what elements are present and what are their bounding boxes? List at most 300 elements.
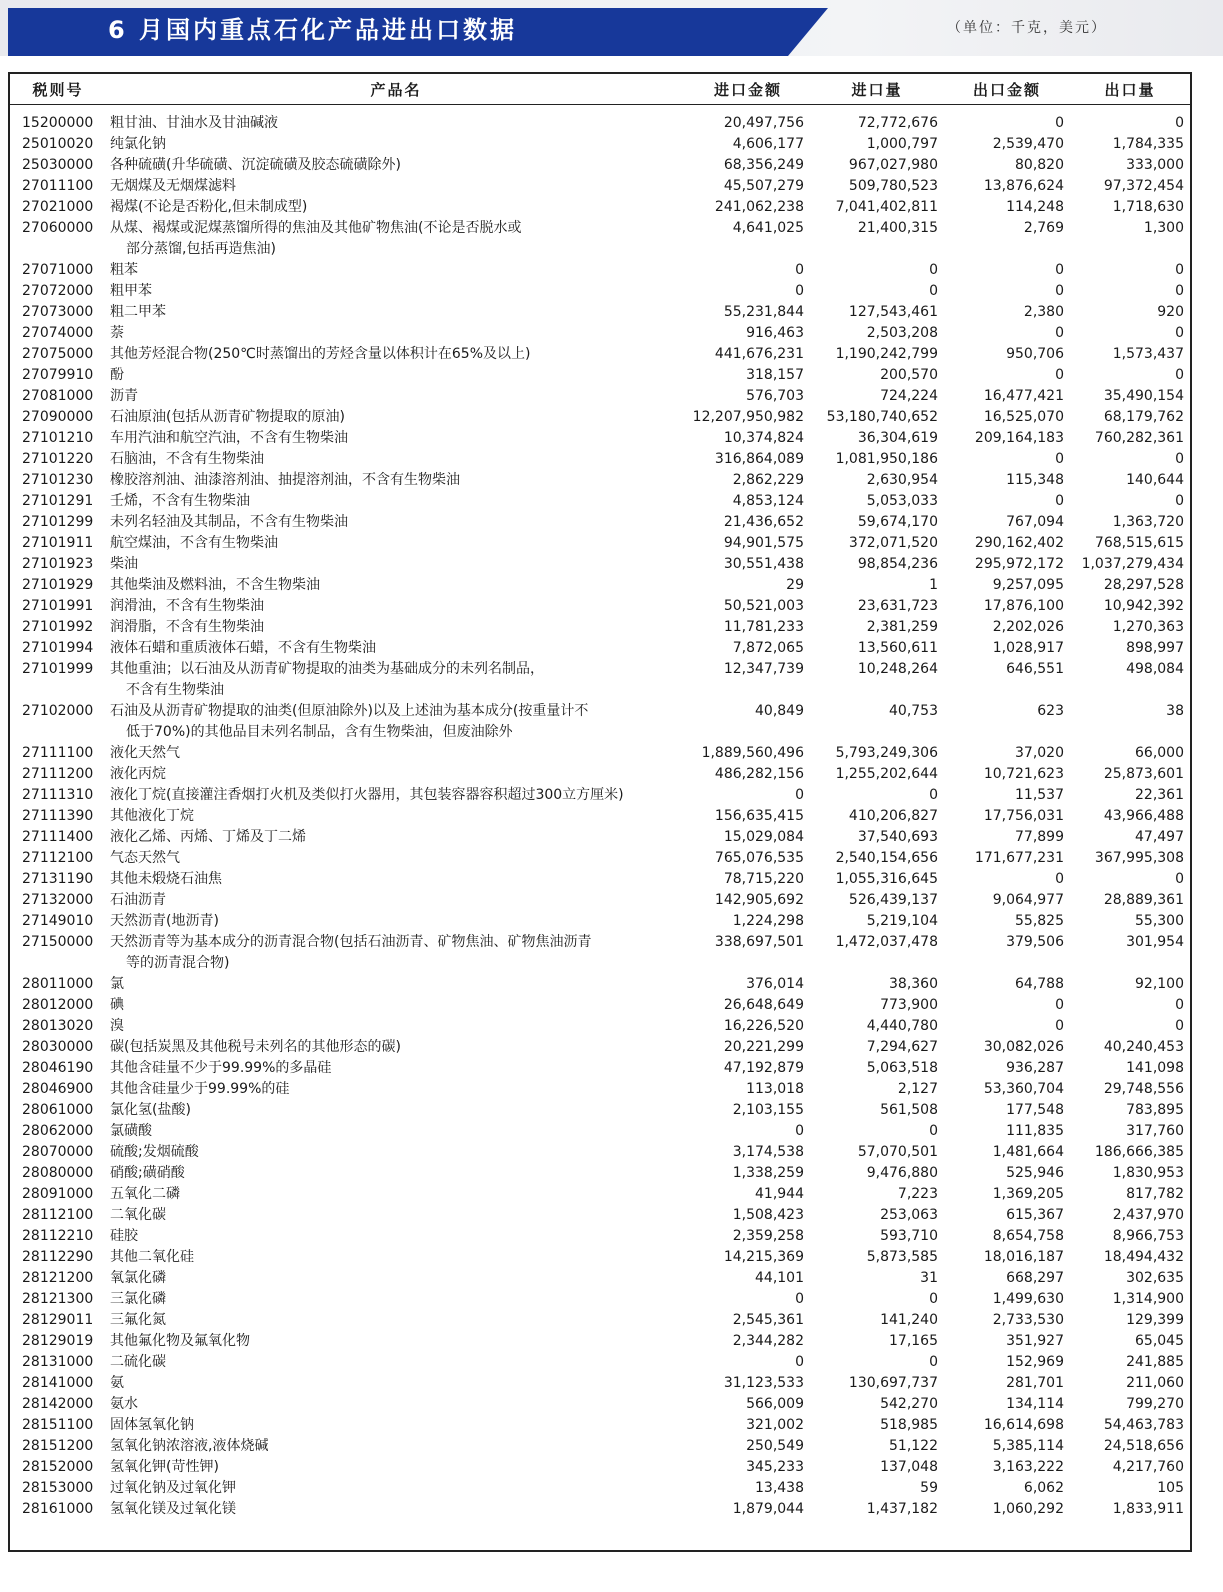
import-amount: 2,344,282 — [732, 1333, 804, 1349]
product-name-line: 萘 — [110, 325, 124, 341]
export-quantity: 1,833,911 — [1112, 1501, 1184, 1517]
import-quantity: 1,190,242,799 — [835, 346, 938, 362]
import-amount: 2,545,361 — [732, 1312, 804, 1328]
table-row — [10, 932, 1190, 974]
import-quantity: 526,439,137 — [848, 892, 938, 908]
export-amount: 11,537 — [1015, 787, 1064, 803]
tariff-code: 27101994 — [22, 640, 94, 656]
import-amount: 14,215,369 — [723, 1249, 804, 1265]
import-quantity: 2,381,259 — [866, 619, 938, 635]
product-name — [106, 260, 686, 281]
product-name — [106, 197, 686, 218]
product-name — [106, 1436, 686, 1457]
product-name — [106, 218, 686, 260]
tariff-code: 27149010 — [22, 913, 94, 929]
product-name — [106, 407, 686, 428]
table-row — [10, 638, 1190, 659]
export-amount: 379,506 — [1006, 934, 1064, 950]
tariff-code: 28142000 — [22, 1396, 94, 1412]
table-row — [10, 1016, 1190, 1037]
export-amount: 8,654,758 — [992, 1228, 1064, 1244]
table-row — [10, 974, 1190, 995]
product-name-line: 其他液化丁烷 — [110, 808, 194, 824]
product-name — [106, 554, 686, 575]
tariff-code: 28152000 — [22, 1459, 94, 1475]
product-name — [106, 1499, 686, 1520]
product-name-continuation: 不含有生物柴油 — [126, 682, 224, 698]
table-row — [10, 323, 1190, 344]
tariff-code: 28151100 — [22, 1417, 94, 1433]
product-name-line: 粗苯 — [110, 262, 138, 278]
product-name-line: 航空煤油，不含有生物柴油 — [110, 535, 278, 551]
export-quantity: 302,635 — [1126, 1270, 1184, 1286]
tariff-code: 15200000 — [22, 115, 94, 131]
product-name — [106, 848, 686, 869]
export-amount: 646,551 — [1006, 661, 1064, 677]
import-quantity: 7,294,627 — [866, 1039, 938, 1055]
export-quantity: 817,782 — [1126, 1186, 1184, 1202]
tariff-code: 27075000 — [22, 346, 94, 362]
export-quantity: 1,718,630 — [1112, 199, 1184, 215]
tariff-code: 27011100 — [22, 178, 94, 194]
export-quantity: 18,494,432 — [1103, 1249, 1184, 1265]
table-row — [10, 218, 1190, 260]
import-amount: 250,549 — [746, 1438, 804, 1454]
tariff-code: 28141000 — [22, 1375, 94, 1391]
product-name-line: 氢氧化钾(苛性钾) — [110, 1459, 219, 1475]
page-title: 6 月国内重点石化产品进出口数据 — [108, 16, 518, 44]
table-row — [10, 365, 1190, 386]
tariff-code: 27101230 — [22, 472, 94, 488]
export-quantity: 68,179,762 — [1103, 409, 1184, 425]
import-amount: 0 — [795, 787, 804, 803]
product-name — [106, 323, 686, 344]
import-amount: 1,879,044 — [732, 1501, 804, 1517]
export-quantity: 25,873,601 — [1103, 766, 1184, 782]
import-quantity: 0 — [929, 1123, 938, 1139]
export-quantity: 0 — [1175, 1018, 1184, 1034]
tariff-code: 27021000 — [22, 199, 94, 215]
table-row — [10, 470, 1190, 491]
product-name-line: 固体氢氧化钠 — [110, 1417, 194, 1433]
import-amount: 566,009 — [746, 1396, 804, 1412]
table-row — [10, 428, 1190, 449]
product-name-line: 二氧化碳 — [110, 1207, 166, 1223]
page-header — [0, 0, 1223, 56]
tariff-code: 27101992 — [22, 619, 94, 635]
export-quantity: 28,889,361 — [1103, 892, 1184, 908]
export-amount: 77,899 — [1015, 829, 1064, 845]
import-amount: 156,635,415 — [714, 808, 804, 824]
export-amount: 290,162,402 — [974, 535, 1064, 551]
col-header-export-amount: 出口金额 — [972, 80, 1041, 99]
product-name — [106, 155, 686, 176]
table-row — [10, 890, 1190, 911]
import-quantity: 1,000,797 — [866, 136, 938, 152]
tariff-code: 27102000 — [22, 703, 94, 719]
table-row — [10, 617, 1190, 638]
table-row — [10, 155, 1190, 176]
import-quantity: 59,674,170 — [857, 514, 938, 530]
product-name-line: 纯氯化钠 — [110, 136, 166, 152]
export-quantity: 0 — [1175, 871, 1184, 887]
import-amount: 2,103,155 — [732, 1102, 804, 1118]
tariff-code: 28080000 — [22, 1165, 94, 1181]
table-row — [10, 554, 1190, 575]
import-quantity: 31 — [920, 1270, 938, 1286]
import-quantity: 57,070,501 — [857, 1144, 938, 1160]
table-row — [10, 344, 1190, 365]
export-amount: 2,769 — [1023, 220, 1064, 236]
col-header-export-qty: 出口量 — [1104, 80, 1156, 99]
export-amount: 16,477,421 — [983, 388, 1064, 404]
tariff-code: 28030000 — [22, 1039, 94, 1055]
export-quantity: 0 — [1175, 325, 1184, 341]
table-row — [10, 1205, 1190, 1226]
table-row — [10, 1247, 1190, 1268]
table-row — [10, 1163, 1190, 1184]
tariff-code: 27072000 — [22, 283, 94, 299]
product-name — [106, 134, 686, 155]
import-amount: 12,347,739 — [723, 661, 804, 677]
product-name — [106, 1184, 686, 1205]
import-quantity: 40,753 — [889, 703, 938, 719]
import-amount: 16,226,520 — [723, 1018, 804, 1034]
import-amount: 318,157 — [746, 367, 804, 383]
export-quantity: 0 — [1175, 262, 1184, 278]
export-amount: 0 — [1055, 451, 1064, 467]
export-amount: 1,481,664 — [992, 1144, 1064, 1160]
export-amount: 767,094 — [1006, 514, 1064, 530]
tariff-code: 27081000 — [22, 388, 94, 404]
import-amount: 45,507,279 — [723, 178, 804, 194]
import-amount: 2,359,258 — [732, 1228, 804, 1244]
export-quantity: 799,270 — [1126, 1396, 1184, 1412]
export-amount: 3,163,222 — [992, 1459, 1064, 1475]
product-name — [106, 764, 686, 785]
export-amount: 115,348 — [1006, 472, 1064, 488]
export-amount: 295,972,172 — [974, 556, 1064, 572]
product-name-line: 其他二氧化硅 — [110, 1249, 194, 1265]
table-row — [10, 1499, 1190, 1520]
export-quantity: 0 — [1175, 493, 1184, 509]
export-quantity: 141,098 — [1126, 1060, 1184, 1076]
product-name-line: 三氟化氮 — [110, 1312, 166, 1328]
product-name — [106, 890, 686, 911]
import-quantity: 509,780,523 — [848, 178, 938, 194]
product-name-line: 润滑油，不含有生物柴油 — [110, 598, 264, 614]
export-quantity: 0 — [1175, 451, 1184, 467]
export-quantity: 768,515,615 — [1094, 535, 1184, 551]
tariff-code: 25030000 — [22, 157, 94, 173]
table-row — [10, 1373, 1190, 1394]
export-quantity: 22,361 — [1135, 787, 1184, 803]
product-name-line: 壬烯，不含有生物柴油 — [110, 493, 250, 509]
export-amount: 0 — [1055, 493, 1064, 509]
import-quantity: 0 — [929, 283, 938, 299]
export-amount: 134,114 — [1006, 1396, 1064, 1412]
export-quantity: 28,297,528 — [1103, 577, 1184, 593]
import-amount: 1,889,560,496 — [701, 745, 804, 761]
product-name-line: 褐煤(不论是否粉化,但未制成型) — [110, 199, 308, 215]
export-quantity: 898,997 — [1126, 640, 1184, 656]
import-amount: 765,076,535 — [714, 850, 804, 866]
tariff-code: 27073000 — [22, 304, 94, 320]
product-name-line: 其他柴油及燃料油，不含生物柴油 — [110, 577, 320, 593]
import-quantity: 141,240 — [880, 1312, 938, 1328]
data-table — [10, 74, 1190, 1520]
export-amount: 1,369,205 — [992, 1186, 1064, 1202]
export-amount: 525,946 — [1006, 1165, 1064, 1181]
tariff-code: 27111400 — [22, 829, 94, 845]
import-quantity: 593,710 — [880, 1228, 938, 1244]
export-amount: 2,539,470 — [992, 136, 1064, 152]
import-quantity: 21,400,315 — [857, 220, 938, 236]
export-amount: 950,706 — [1006, 346, 1064, 362]
col-header-import-qty: 进口量 — [851, 80, 903, 99]
tariff-code: 27101210 — [22, 430, 94, 446]
import-quantity: 1,055,316,645 — [835, 871, 938, 887]
import-amount: 4,641,025 — [732, 220, 804, 236]
table-row — [10, 1478, 1190, 1499]
table-row — [10, 827, 1190, 848]
tariff-code: 28129011 — [22, 1312, 94, 1328]
export-quantity: 1,300 — [1143, 220, 1184, 236]
import-amount: 55,231,844 — [723, 304, 804, 320]
product-name — [106, 344, 686, 365]
product-name-line: 无烟煤及无烟煤滤料 — [110, 178, 236, 194]
table-row — [10, 848, 1190, 869]
import-quantity: 200,570 — [880, 367, 938, 383]
export-amount: 1,028,917 — [992, 640, 1064, 656]
table-row — [10, 1100, 1190, 1121]
import-amount: 345,233 — [746, 1459, 804, 1475]
tariff-code: 28131000 — [22, 1354, 94, 1370]
import-quantity: 4,440,780 — [866, 1018, 938, 1034]
export-quantity: 1,830,953 — [1112, 1165, 1184, 1181]
export-quantity: 1,314,900 — [1112, 1291, 1184, 1307]
product-name — [106, 302, 686, 323]
tariff-code: 28112100 — [22, 1207, 94, 1223]
import-amount: 2,862,229 — [732, 472, 804, 488]
product-name-line: 气态天然气 — [110, 850, 180, 866]
import-amount: 12,207,950,982 — [692, 409, 804, 425]
import-quantity: 36,304,619 — [857, 430, 938, 446]
import-quantity: 7,041,402,811 — [835, 199, 938, 215]
tariff-code: 25010020 — [22, 136, 94, 152]
table-row — [10, 302, 1190, 323]
table-row — [10, 197, 1190, 218]
import-amount: 30,551,438 — [723, 556, 804, 572]
export-quantity: 38 — [1166, 703, 1184, 719]
export-quantity: 0 — [1175, 115, 1184, 131]
export-quantity: 10,942,392 — [1103, 598, 1184, 614]
product-name-line: 粗甲苯 — [110, 283, 152, 299]
tariff-code: 27101911 — [22, 535, 94, 551]
export-quantity: 920 — [1157, 304, 1184, 320]
col-header-import-amount: 进口金额 — [713, 80, 782, 99]
import-quantity: 2,540,154,656 — [835, 850, 938, 866]
import-amount: 47,192,879 — [723, 1060, 804, 1076]
import-amount: 26,648,649 — [723, 997, 804, 1013]
import-amount: 15,029,084 — [723, 829, 804, 845]
product-name-line: 氯 — [110, 976, 124, 992]
product-name-line: 石油沥青 — [110, 892, 166, 908]
export-quantity: 24,518,656 — [1103, 1438, 1184, 1454]
product-name-line: 未列名轻油及其制品，不含有生物柴油 — [110, 514, 348, 530]
tariff-code: 28153000 — [22, 1480, 94, 1496]
export-amount: 10,721,623 — [983, 766, 1064, 782]
import-quantity: 0 — [929, 1291, 938, 1307]
import-quantity: 1,081,950,186 — [835, 451, 938, 467]
import-amount: 576,703 — [746, 388, 804, 404]
tariff-code: 28129019 — [22, 1333, 94, 1349]
export-amount: 2,380 — [1023, 304, 1064, 320]
import-amount: 376,014 — [746, 976, 804, 992]
product-name-line: 硅胶 — [110, 1228, 138, 1244]
product-name-line: 柴油 — [110, 556, 138, 572]
import-quantity: 773,900 — [880, 997, 938, 1013]
import-quantity: 1 — [929, 577, 938, 593]
import-quantity: 2,630,954 — [866, 472, 938, 488]
import-amount: 94,901,575 — [723, 535, 804, 551]
product-name — [106, 1352, 686, 1373]
export-quantity: 367,995,308 — [1094, 850, 1184, 866]
product-name-line: 氯化氢(盐酸) — [110, 1102, 191, 1118]
product-name-continuation: 低于70%)的其他品目未列名制品，含有生物柴油，但废油除外 — [126, 724, 513, 740]
export-amount: 177,548 — [1006, 1102, 1064, 1118]
import-amount: 3,174,538 — [732, 1144, 804, 1160]
import-quantity: 1,255,202,644 — [835, 766, 938, 782]
product-name — [106, 1331, 686, 1352]
data-table-frame — [8, 72, 1192, 1552]
table-row — [10, 386, 1190, 407]
export-quantity: 186,666,385 — [1094, 1144, 1184, 1160]
product-name-line: 液化天然气 — [110, 745, 180, 761]
export-amount: 171,677,231 — [974, 850, 1064, 866]
tariff-code: 28011000 — [22, 976, 94, 992]
export-quantity: 333,000 — [1126, 157, 1184, 173]
import-quantity: 5,873,585 — [866, 1249, 938, 1265]
product-name-line: 从煤、褐煤或泥煤蒸馏所得的焦油及其他矿物焦油(不论是否脱水或 — [110, 220, 522, 236]
export-amount: 17,756,031 — [983, 808, 1064, 824]
product-name — [106, 1121, 686, 1142]
product-name-line: 其他未煅烧石油焦 — [110, 871, 222, 887]
product-name — [106, 995, 686, 1016]
export-amount: 209,164,183 — [974, 430, 1064, 446]
export-amount: 0 — [1055, 283, 1064, 299]
product-name-line: 粗二甲苯 — [110, 304, 166, 320]
export-amount: 30,082,026 — [983, 1039, 1064, 1055]
export-amount: 6,062 — [1023, 1480, 1064, 1496]
product-name-line: 其他重油；以石油及从沥青矿物提取的油类为基础成分的未列名制品， — [110, 661, 544, 677]
product-name — [106, 659, 686, 701]
tariff-code: 27101923 — [22, 556, 94, 572]
export-amount: 0 — [1055, 115, 1064, 131]
table-row — [10, 1457, 1190, 1478]
product-name-line: 二硫化碳 — [110, 1354, 166, 1370]
import-quantity: 1,437,182 — [866, 1501, 938, 1517]
import-amount: 0 — [795, 283, 804, 299]
product-name — [106, 1373, 686, 1394]
product-name-line: 石油原油(包括从沥青矿物提取的原油) — [110, 409, 345, 425]
export-quantity: 317,760 — [1126, 1123, 1184, 1139]
export-amount: 936,287 — [1006, 1060, 1064, 1076]
table-row — [10, 659, 1190, 701]
table-spacer — [10, 105, 1190, 114]
import-amount: 241,062,238 — [714, 199, 804, 215]
import-quantity: 5,063,518 — [866, 1060, 938, 1076]
export-quantity: 43,966,488 — [1103, 808, 1184, 824]
export-quantity: 40,240,453 — [1103, 1039, 1184, 1055]
export-quantity: 29,748,556 — [1103, 1081, 1184, 1097]
import-quantity: 23,631,723 — [857, 598, 938, 614]
import-quantity: 0 — [929, 1354, 938, 1370]
import-quantity: 7,223 — [897, 1186, 938, 1202]
export-quantity: 35,490,154 — [1103, 388, 1184, 404]
product-name — [106, 575, 686, 596]
export-quantity: 140,644 — [1126, 472, 1184, 488]
export-amount: 1,060,292 — [992, 1501, 1064, 1517]
export-quantity: 4,217,760 — [1112, 1459, 1184, 1475]
import-amount: 68,356,249 — [723, 157, 804, 173]
product-name — [106, 785, 686, 806]
table-row — [10, 995, 1190, 1016]
import-amount: 7,872,065 — [732, 640, 804, 656]
export-quantity: 0 — [1175, 997, 1184, 1013]
import-amount: 1,338,259 — [732, 1165, 804, 1181]
product-name-line: 硫酸;发烟硫酸 — [110, 1144, 199, 1160]
import-quantity: 72,772,676 — [857, 115, 938, 131]
table-row — [10, 575, 1190, 596]
product-name-continuation: 等的沥青混合物) — [126, 955, 230, 971]
export-amount: 281,701 — [1006, 1375, 1064, 1391]
product-name-line: 溴 — [110, 1018, 124, 1034]
table-row — [10, 1058, 1190, 1079]
import-quantity: 9,476,880 — [866, 1165, 938, 1181]
import-amount: 142,905,692 — [714, 892, 804, 908]
product-name — [106, 1415, 686, 1436]
import-quantity: 967,027,980 — [848, 157, 938, 173]
product-name-line: 三氯化磷 — [110, 1291, 166, 1307]
product-name — [106, 533, 686, 554]
tariff-code: 27101999 — [22, 661, 94, 677]
tariff-code: 27074000 — [22, 325, 94, 341]
import-amount: 44,101 — [755, 1270, 804, 1286]
import-amount: 20,497,756 — [723, 115, 804, 131]
product-name — [106, 806, 686, 827]
table-row — [10, 1310, 1190, 1331]
title-banner-tip — [788, 8, 828, 56]
export-amount: 0 — [1055, 325, 1064, 341]
import-amount: 338,697,501 — [714, 934, 804, 950]
table-row — [10, 1121, 1190, 1142]
product-name — [106, 1037, 686, 1058]
table-row — [10, 260, 1190, 281]
product-name-continuation: 部分蒸馏,包括再造焦油) — [126, 241, 276, 257]
import-amount: 78,715,220 — [723, 871, 804, 887]
import-amount: 113,018 — [746, 1081, 804, 1097]
tariff-code: 27101291 — [22, 493, 94, 509]
import-quantity: 59 — [920, 1480, 938, 1496]
table-body — [10, 105, 1190, 1521]
import-amount: 0 — [795, 262, 804, 278]
table-row — [10, 1289, 1190, 1310]
product-name — [106, 512, 686, 533]
product-name — [106, 1100, 686, 1121]
export-amount: 111,835 — [1006, 1123, 1064, 1139]
export-quantity: 760,282,361 — [1094, 430, 1184, 446]
